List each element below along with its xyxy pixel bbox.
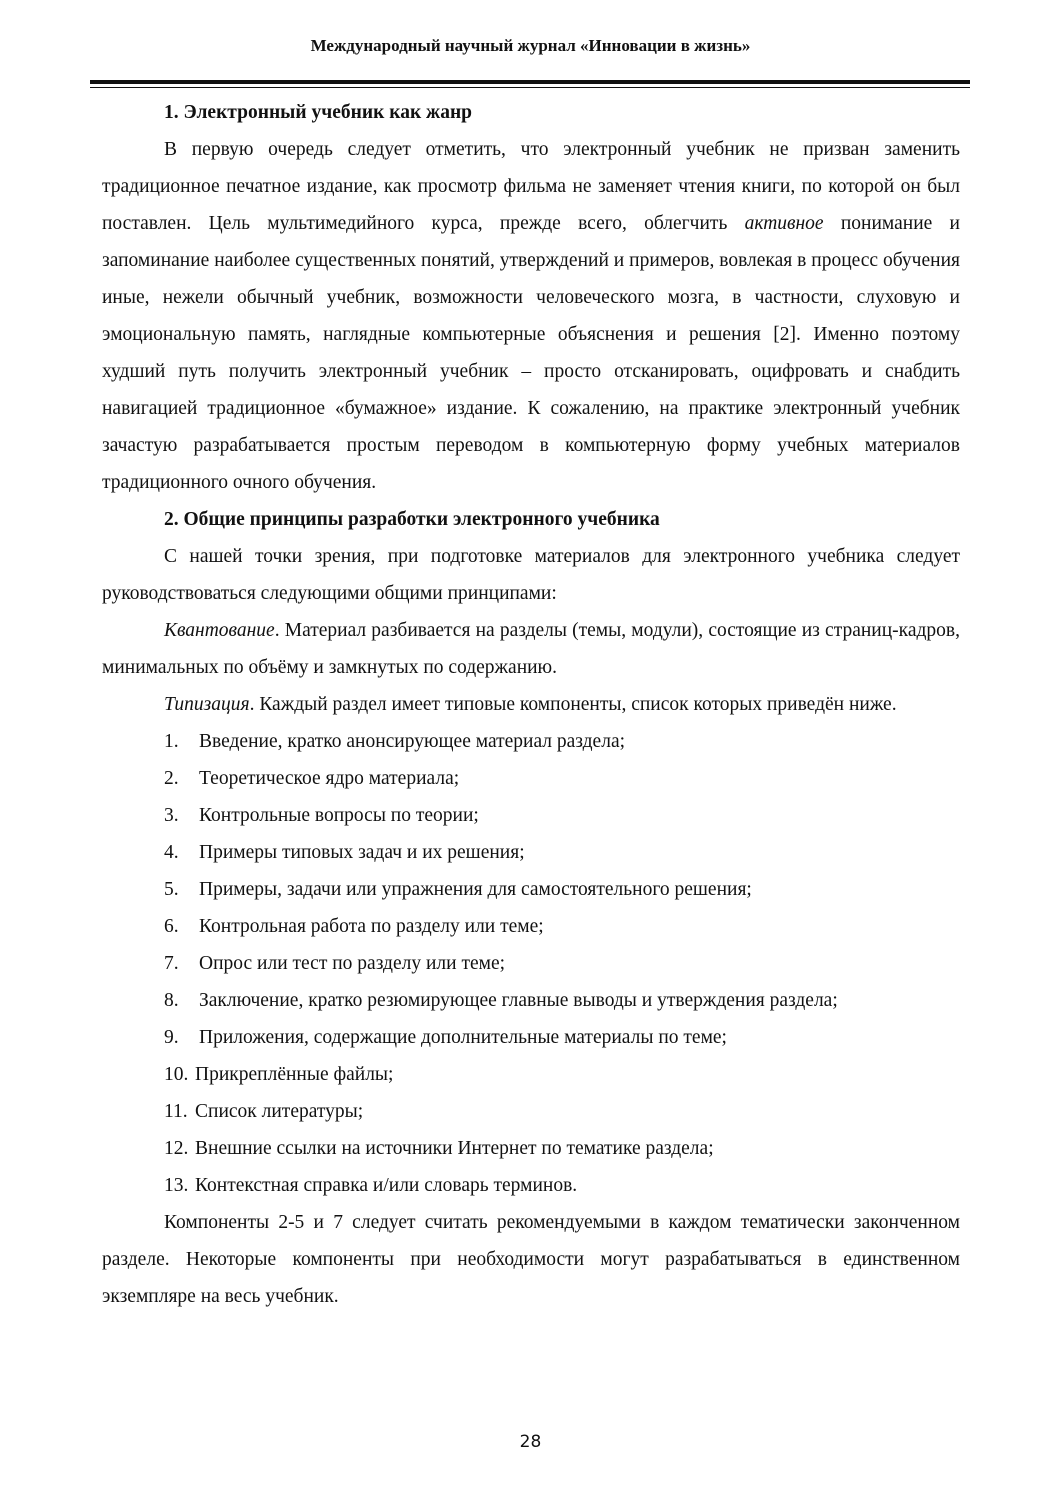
closing-paragraph: Компоненты 2-5 и 7 следует считать рекомендуемыми в каждом тематически законченном разделе. Некоторые компоненты при необходимости могут разрабатываться в единственном экземпляре на весь учебник.	[102, 1212, 960, 1307]
typization-text: . Каждый раздел имеет типовые компоненты, список которых приведён ниже.	[249, 694, 897, 715]
list-item: 2. Теоретическое ядро материала;	[164, 768, 460, 789]
header-rule-thin	[90, 87, 970, 88]
list-item: 7. Опрос или тест по разделу или теме;	[164, 953, 506, 974]
list-item: 11. Список литературы;	[164, 1101, 364, 1122]
list-item: 12. Внешние ссылки на источники Интернет по тематике раздела;	[164, 1138, 714, 1159]
section2-heading: 2. Общие принципы разработки электронного учебника	[164, 509, 660, 530]
list-item: 9. Приложения, содержащие дополнительные материалы по теме;	[164, 1027, 727, 1048]
list-item: 3. Контрольные вопросы по теории;	[164, 805, 479, 826]
term-typization: Типизация	[164, 694, 250, 715]
principle-quantization	[102, 612, 960, 686]
section1-paragraph	[102, 131, 960, 501]
principle-typization	[102, 686, 960, 723]
s1-text-a: В первую очередь следует отметить, что электронный учебник не призван заменить традиционное печатное издание, как просмотр фильма не заменяет чтения книги, по которой он был поставлен. Цель мультимедийного курса, прежде всего, облегчить	[102, 139, 960, 234]
list-item: 10. Прикреплённые файлы;	[164, 1064, 394, 1085]
list-item: 5. Примеры, задачи или упражнения для самостоятельного решения;	[164, 879, 752, 900]
header-rule-thick	[90, 80, 970, 84]
list-item: 4. Примеры типовых задач и их решения;	[164, 842, 525, 863]
section1-heading: 1. Электронный учебник как жанр	[164, 102, 473, 123]
components-list	[102, 723, 960, 1204]
term-quantization: Квантование	[164, 620, 275, 641]
list-item: 1. Введение, кратко анонсирующее материал раздела;	[164, 731, 626, 752]
s1-emphasis: активное	[744, 213, 824, 234]
list-item: 8. Заключение, кратко резюмирующее главные выводы и утверждения раздела;	[164, 990, 838, 1011]
section2-intro: С нашей точки зрения, при подготовке материалов для электронного учебника следует руководствоваться следующими общими принципами:	[102, 546, 960, 604]
s1-text-b: понимание и запоминание наиболее существенных понятий, утверждений и примеров, вовлекая в процесс обучения иные, нежели обычный учебник, возможности человеческого мозга, в частности, слуховую и эмоциональную память, наглядные компьютерные объяснения и решения [2]. Именно поэтому худший путь получить электронный учебник – просто отсканировать, оцифровать и снабдить навигацией традиционное «бумажное» издание. К сожалению, на практике электронный учебник зачастую разрабатывается простым переводом в компьютерную форму учебных материалов традиционного очного обучения.	[102, 213, 960, 493]
quantization-text: . Материал разбивается на разделы (темы, модули), состоящие из страниц-кадров, минимальных по объёму и замкнутых по содержанию.	[102, 620, 960, 678]
journal-header: Международный научный журнал «Инновации в жизнь»	[310, 36, 751, 55]
list-item: 13. Контекстная справка и/или словарь терминов.	[164, 1175, 578, 1196]
page-content	[102, 94, 960, 1315]
list-item: 6. Контрольная работа по разделу или теме;	[164, 916, 544, 937]
page-number: 28	[519, 1432, 542, 1452]
